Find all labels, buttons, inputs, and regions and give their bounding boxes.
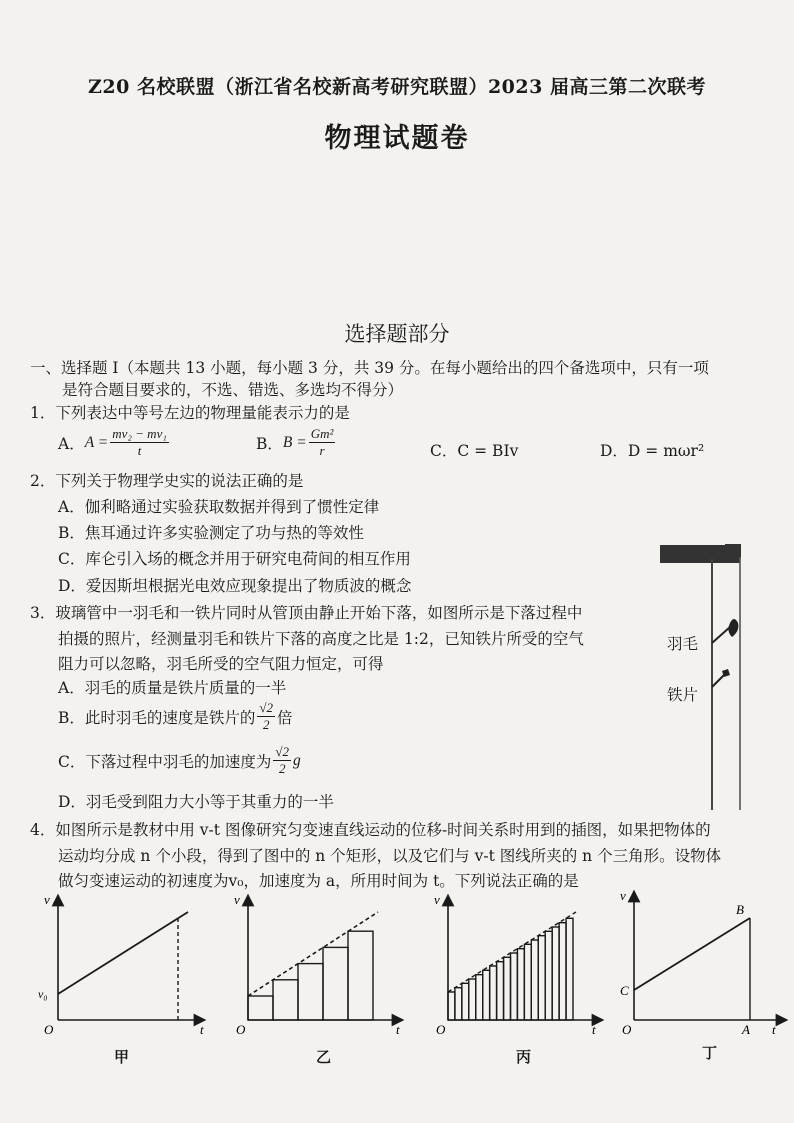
q2-stem: 2．下列关于物理学史实的说法正确的是 xyxy=(30,472,304,490)
yi-rect xyxy=(273,980,298,1020)
graph-bing xyxy=(428,892,608,1037)
bing-rect xyxy=(517,949,524,1020)
q3-c-fraction xyxy=(273,744,291,777)
part1-instruction-line1: 一、选择题 I（本题共 13 小题，每小题 3 分，共 39 分。在每小题给出的四个备选项中，只有一项 xyxy=(30,359,709,377)
q3-tube-figure xyxy=(650,535,770,815)
iron-pointer xyxy=(712,675,724,687)
yi-rect xyxy=(323,947,348,1020)
q3-stem-line2: 拍摄的照片，经测量羽毛和铁片下落的高度之比是 1:2，已知铁片所受的空气 xyxy=(58,630,584,648)
bing-rect xyxy=(504,957,511,1020)
bing-label-v: v xyxy=(434,892,440,907)
q1-b-lhs: B = xyxy=(282,433,307,451)
ding-label-b: B xyxy=(736,902,744,917)
bing-label-t: t xyxy=(592,1022,596,1037)
bing-rect xyxy=(476,975,483,1020)
bing-rect xyxy=(455,988,462,1020)
yi-rectangles xyxy=(248,931,373,1020)
bing-rect xyxy=(490,966,497,1020)
feather-pointer xyxy=(712,627,730,643)
yi-label-o: O xyxy=(236,1022,246,1037)
bing-rect xyxy=(552,927,559,1020)
q3-label-iron: 铁片 xyxy=(667,686,699,704)
jia-vt-line xyxy=(58,912,188,994)
graph-ding xyxy=(614,888,789,1038)
yi-vt-line xyxy=(248,912,378,996)
q3-option-a: A．羽毛的质量是铁片质量的一半 xyxy=(58,679,287,697)
ding-label-a: A xyxy=(742,1022,750,1037)
ding-label-o: O xyxy=(622,1022,632,1037)
q1-a-fraction xyxy=(110,426,169,459)
q1-b-denominator: r xyxy=(319,443,325,458)
q3-option-b xyxy=(58,700,293,733)
q3-b-numerator: √2 xyxy=(259,700,274,715)
bing-rect xyxy=(559,923,566,1020)
bing-rect xyxy=(524,944,531,1020)
q3-b-post: 倍 xyxy=(277,708,293,727)
graph-caption-bing: 丙 xyxy=(516,1048,532,1066)
bing-rect xyxy=(483,970,490,1020)
q3-c-pre: C．下落过程中羽毛的加速度为 xyxy=(58,752,272,771)
q1-stem: 1．下列表达中等号左边的物理量能表示力的是 xyxy=(30,404,350,422)
bing-rect xyxy=(511,953,518,1020)
q3-c-post: g xyxy=(293,751,301,769)
graph-caption-yi: 乙 xyxy=(316,1048,332,1066)
q1-option-a xyxy=(58,426,171,459)
ding-label-t: t xyxy=(772,1022,776,1037)
q1-option-b xyxy=(256,426,337,459)
q3-b-fraction xyxy=(257,700,275,733)
bing-vt-line xyxy=(448,912,576,992)
q1-option-d: D．D = mωr² xyxy=(600,442,705,460)
bing-rect xyxy=(448,992,455,1020)
q4-stem-line3: 做匀变速运动的初速度为v₀，加速度为 a，所用时间为 t。下列说法正确的是 xyxy=(58,872,579,890)
jia-label-o: O xyxy=(44,1022,54,1037)
q1-option-c: C．C = BIv xyxy=(430,442,519,460)
q1-b-fraction xyxy=(309,426,336,459)
yi-rect xyxy=(248,996,273,1020)
graph-yi xyxy=(228,892,408,1037)
bing-rect xyxy=(566,918,573,1020)
q2-option-a: A．伽利略通过实验获取数据并得到了惯性定律 xyxy=(58,498,380,516)
q1-a-prefix: A． xyxy=(58,434,85,453)
q3-b-denominator: 2 xyxy=(262,717,270,732)
q1-a-numerator: mv₂ − mv₁ xyxy=(112,426,167,441)
ding-label-c: C xyxy=(620,983,629,998)
jia-label-v: v xyxy=(44,892,50,907)
graph-caption-ding: 丁 xyxy=(702,1044,718,1062)
q3-c-denominator: 2 xyxy=(278,761,286,776)
bing-label-o: O xyxy=(436,1022,446,1037)
q1-b-prefix: B． xyxy=(256,434,283,453)
exam-title: 物理试题卷 xyxy=(324,123,470,154)
graph-caption-jia: 甲 xyxy=(114,1048,130,1066)
q3-option-c xyxy=(58,744,301,777)
yi-label-v: v xyxy=(234,892,240,907)
q1-b-numerator: Gm² xyxy=(310,426,334,441)
q3-b-pre: B．此时羽毛的速度是铁片的 xyxy=(58,708,256,727)
q2-option-b: B．焦耳通过许多实验测定了功与热的等效性 xyxy=(58,524,364,542)
bing-rect xyxy=(538,936,545,1020)
q4-stem-line2: 运动均分成 n 个小段，得到了图中的 n 个矩形，以及它们与 v-t 图线所夹的 n 个三角形。设物体 xyxy=(58,847,722,865)
q1-a-denominator: t xyxy=(137,443,142,458)
q4-stem-line1: 4．如图所示是教材中用 v-t 图像研究匀变速直线运动的位移-时间关系时用到的插图，如果把物体的 xyxy=(30,821,711,839)
bing-rectangles xyxy=(448,918,573,1020)
part1-instruction-line2: 是符合题目要求的，不选、错选、多选均不得分） xyxy=(62,381,404,399)
q3-label-feather: 羽毛 xyxy=(667,635,699,653)
ding-label-v: v xyxy=(620,888,626,903)
q2-option-d: D．爱因斯坦根据光电效应现象提出了物质波的概念 xyxy=(58,577,412,595)
bing-rect xyxy=(462,983,469,1020)
q2-option-c: C．库仑引入场的概念并用于研究电荷间的相互作用 xyxy=(58,550,411,568)
yi-rect xyxy=(348,931,373,1020)
bing-rect xyxy=(497,962,504,1020)
section-title: 选择题部分 xyxy=(344,322,450,346)
yi-label-t: t xyxy=(396,1022,400,1037)
jia-label-v0: v₀ xyxy=(38,987,48,1001)
q1-a-lhs: A = xyxy=(84,433,109,451)
exam-header: Z20 名校联盟（浙江省名校新高考研究联盟）2023 届高三第二次联考 xyxy=(88,76,706,98)
bing-rect xyxy=(531,940,538,1020)
tube-cap xyxy=(660,545,740,563)
bing-rect xyxy=(469,979,476,1020)
q3-option-d: D．羽毛受到阻力大小等于其重力的一半 xyxy=(58,793,334,811)
jia-label-t: t xyxy=(200,1022,204,1037)
ding-vt-line xyxy=(634,918,750,990)
q3-stem-line1: 3．玻璃管中一羽毛和一铁片同时从管顶由静止开始下落，如图所示是下落过程中 xyxy=(30,604,583,622)
q3-stem-line3: 阻力可以忽略，羽毛所受的空气阻力恒定，可得 xyxy=(58,655,384,673)
q3-c-numerator: √2 xyxy=(275,744,290,759)
graph-jia xyxy=(28,892,208,1037)
bing-rect xyxy=(545,931,552,1020)
yi-rect xyxy=(298,964,323,1020)
